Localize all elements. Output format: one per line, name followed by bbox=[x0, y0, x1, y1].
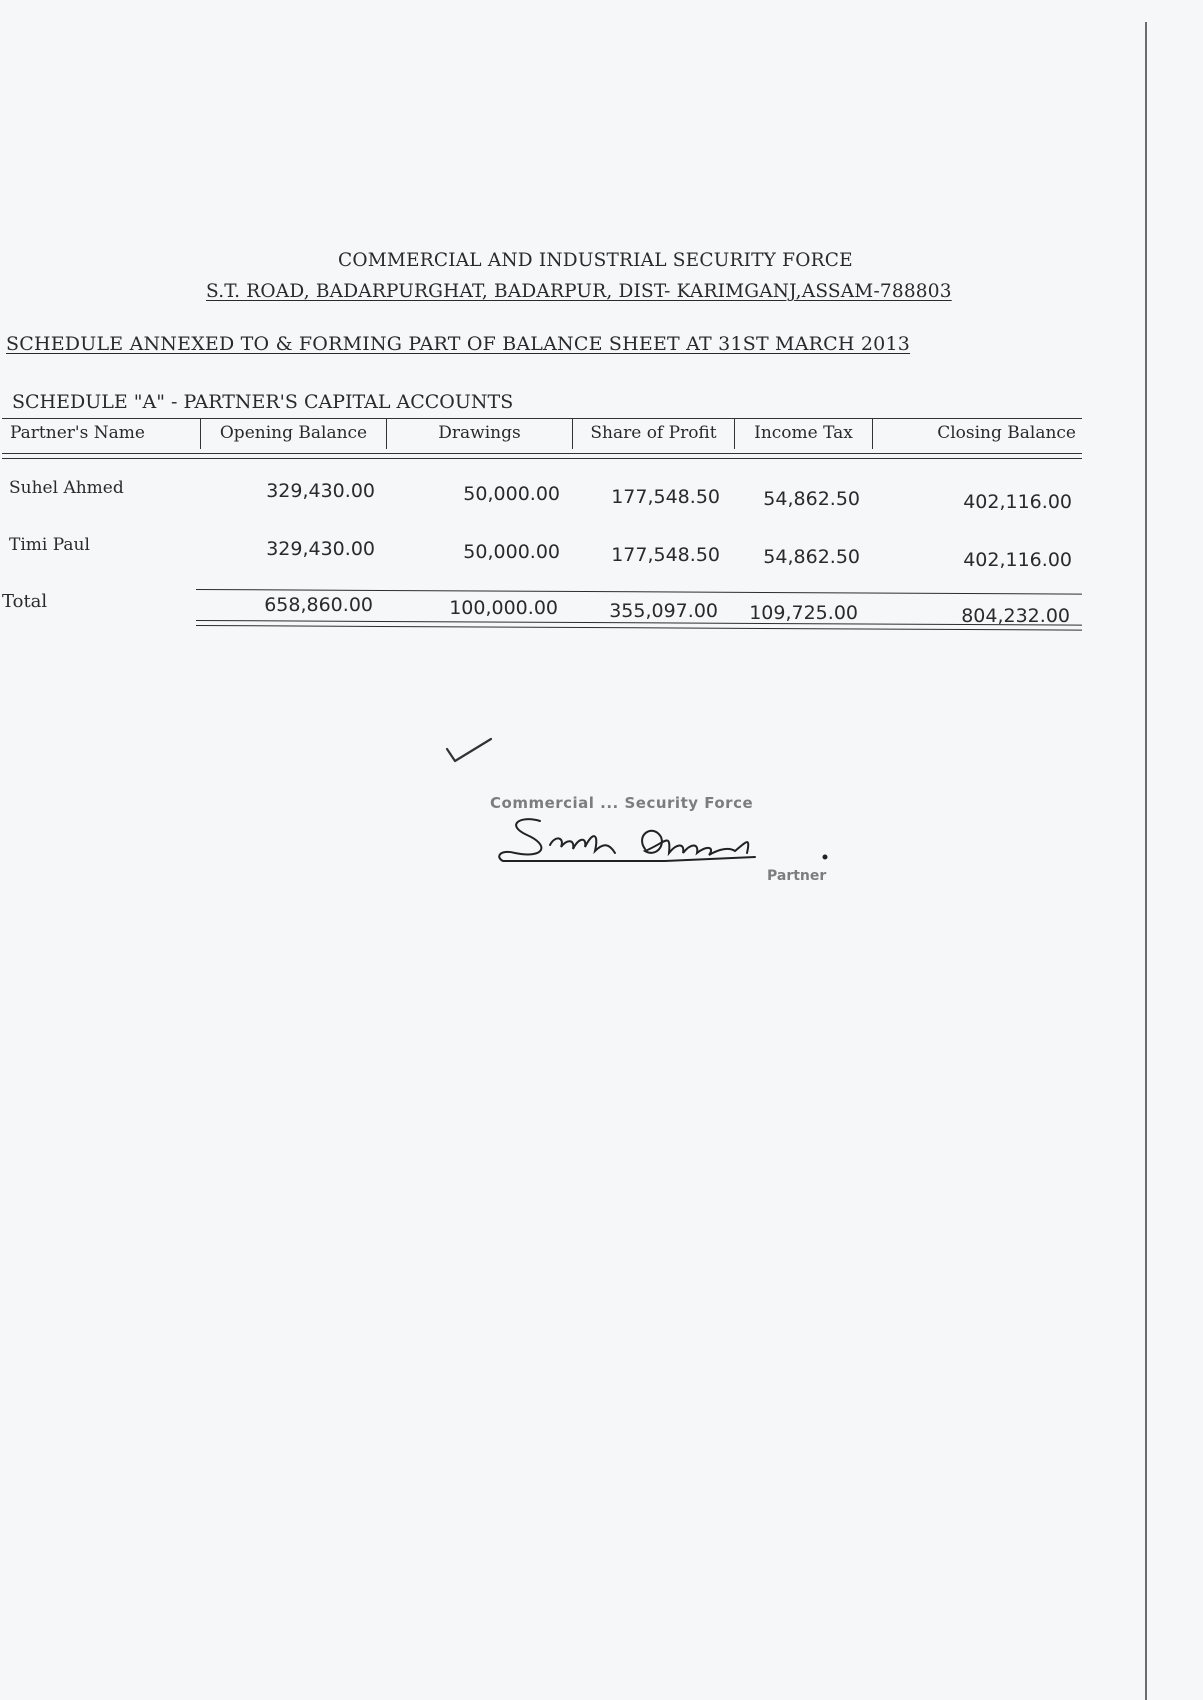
page-edge-line bbox=[1145, 22, 1147, 1700]
column-header-closing-balance: Closing Balance bbox=[872, 419, 1082, 449]
share-of-profit-cell: 177,548.50 bbox=[611, 544, 720, 566]
company-name: COMMERCIAL AND INDUSTRIAL SECURITY FORCE bbox=[338, 250, 853, 271]
share-of-profit-cell: 177,548.50 bbox=[611, 486, 720, 508]
drawings-cell: 50,000.00 bbox=[463, 483, 560, 505]
total-income-tax: 109,725.00 bbox=[749, 602, 858, 624]
column-header-drawings: Drawings bbox=[386, 419, 572, 449]
column-header-opening-balance: Opening Balance bbox=[200, 419, 386, 449]
total-opening-balance: 658,860.00 bbox=[264, 594, 373, 616]
checkmark-icon bbox=[445, 735, 495, 765]
schedule-annex-title: SCHEDULE ANNEXED TO & FORMING PART OF BALANCE SHEET AT 31ST MARCH 2013 bbox=[6, 333, 911, 355]
column-header-partner-name: Partner's Name bbox=[10, 423, 145, 443]
stamp-company-line: Commercial ... Security Force bbox=[490, 794, 754, 812]
opening-balance-cell: 329,430.00 bbox=[266, 480, 375, 502]
opening-balance-cell: 329,430.00 bbox=[266, 538, 375, 560]
partner-signature bbox=[495, 813, 845, 873]
table-header-row bbox=[2, 418, 1082, 451]
income-tax-cell: 54,862.50 bbox=[763, 546, 860, 568]
total-label: Total bbox=[2, 591, 48, 612]
company-address: S.T. ROAD, BADARPURGHAT, BADARPUR, DIST- KARIMGANJ,ASSAM-788803 bbox=[206, 281, 952, 302]
total-drawings: 100,000.00 bbox=[449, 597, 558, 619]
closing-balance-cell: 402,116.00 bbox=[963, 491, 1072, 513]
column-header-income-tax: Income Tax bbox=[734, 419, 872, 449]
drawings-cell: 50,000.00 bbox=[463, 541, 560, 563]
partner-name-cell: Suhel Ahmed bbox=[9, 478, 124, 498]
total-share-of-profit: 355,097.00 bbox=[609, 600, 718, 622]
header-rule-1 bbox=[2, 453, 1082, 454]
partner-name-cell: Timi Paul bbox=[9, 535, 90, 555]
stamp-role: Partner bbox=[767, 868, 827, 884]
total-closing-balance: 804,232.00 bbox=[961, 605, 1070, 627]
schedule-a-title: SCHEDULE "A" - PARTNER'S CAPITAL ACCOUNTS bbox=[12, 391, 514, 413]
header-rule-2 bbox=[2, 458, 1082, 459]
closing-balance-cell: 402,116.00 bbox=[963, 549, 1072, 571]
income-tax-cell: 54,862.50 bbox=[763, 488, 860, 510]
column-header-share-of-profit: Share of Profit bbox=[572, 419, 734, 449]
